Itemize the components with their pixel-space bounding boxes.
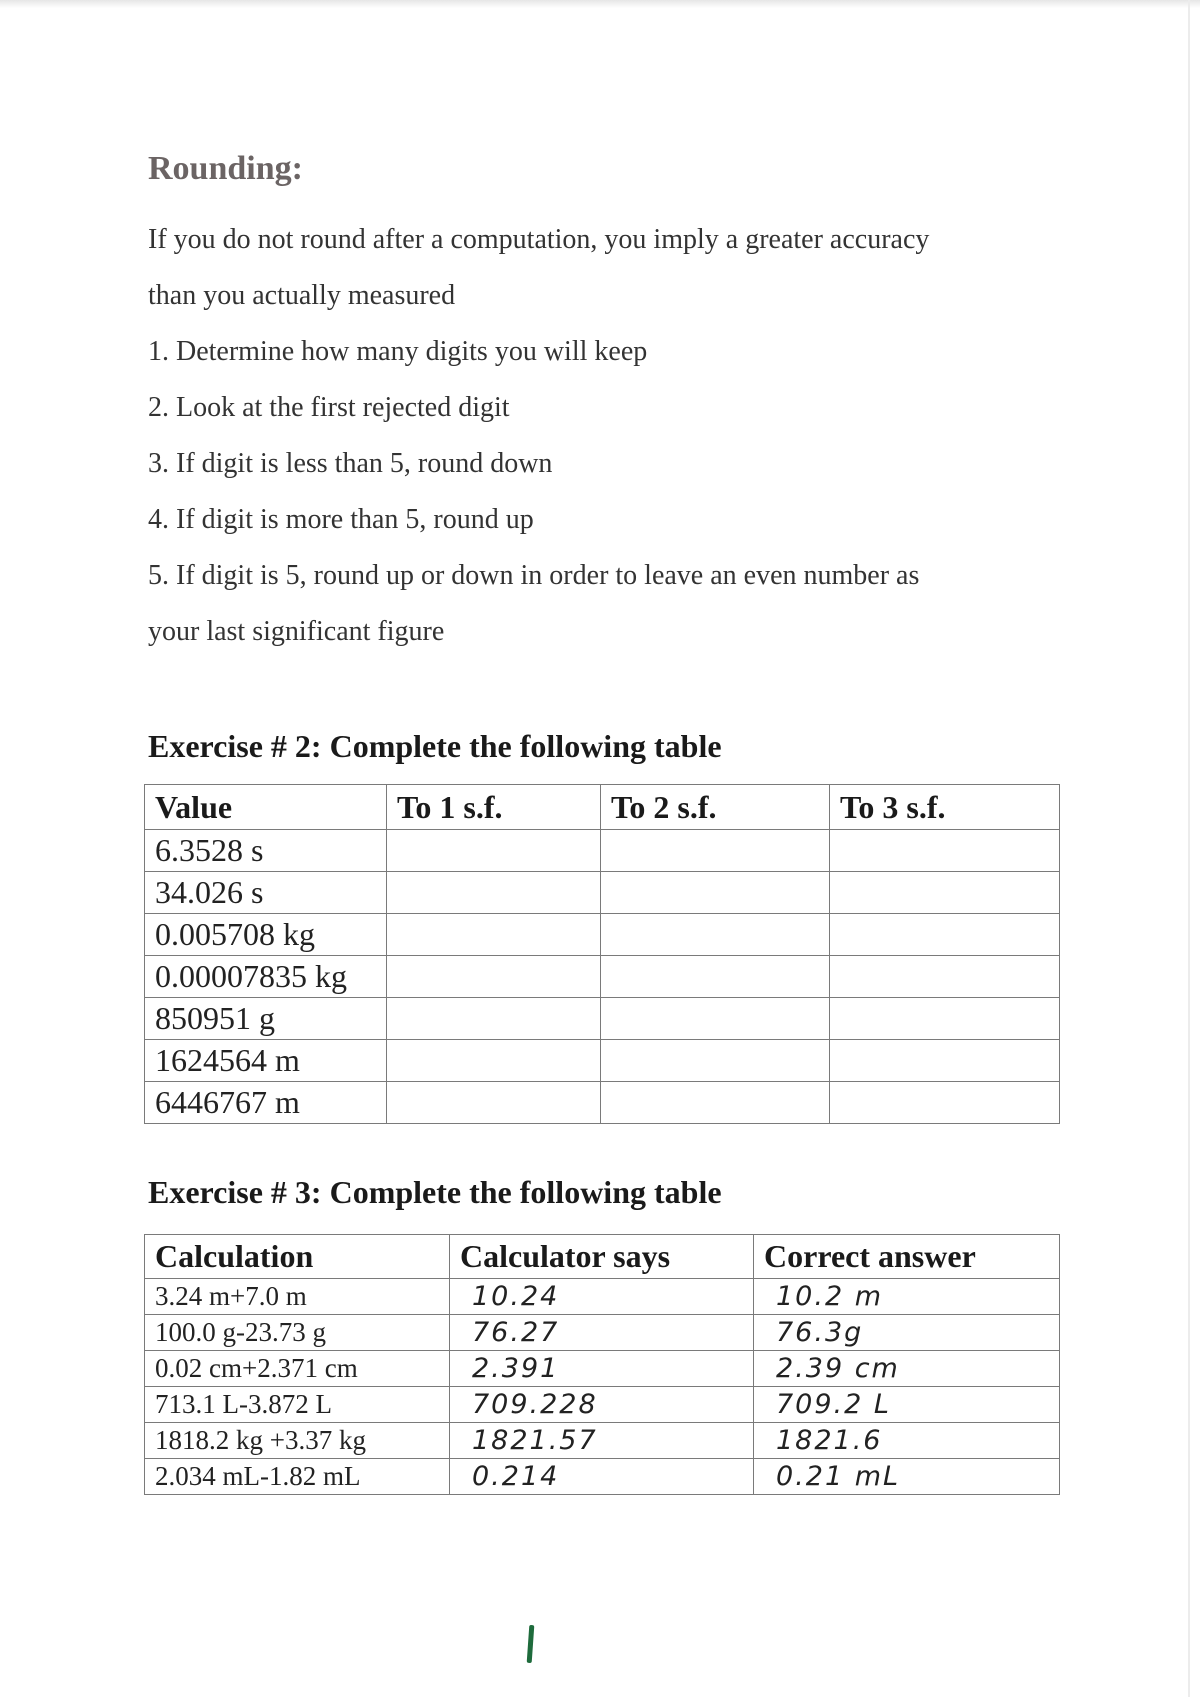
step-item (148, 436, 1068, 492)
table-row (145, 1040, 1060, 1082)
sf3-cell[interactable] (830, 1040, 1060, 1082)
step-item (148, 492, 1068, 548)
sf3-cell[interactable] (830, 956, 1060, 998)
step-item (148, 324, 1068, 380)
sf1-cell[interactable] (387, 830, 601, 872)
table-row (145, 1387, 1060, 1423)
intro-line-2: than you actually measured (148, 280, 456, 311)
step-number: 3 . (148, 448, 176, 479)
step-item (148, 548, 1068, 604)
step-number: 5 . (148, 560, 176, 591)
sf2-cell[interactable] (601, 830, 830, 872)
calculation-cell: 3.24 m+7.0 m (145, 1279, 450, 1315)
correct-answer-handwritten[interactable]: 10.2 m (754, 1279, 1060, 1315)
table-row (145, 1279, 1060, 1315)
sf1-cell[interactable] (387, 998, 601, 1040)
calculator-answer-handwritten[interactable]: 2.391 (450, 1351, 754, 1387)
step-continuation: your last significant figure (148, 616, 445, 647)
step-text: If digit is less than 5, round down (176, 448, 553, 479)
step-text: Determine how many digits you will keep (176, 336, 648, 367)
calculator-answer-handwritten[interactable]: 76.27 (450, 1315, 754, 1351)
header-calculation: Calculation (145, 1235, 450, 1279)
calculation-cell: 2.034 mL-1.82 mL (145, 1459, 450, 1495)
table-row (145, 1423, 1060, 1459)
exercise-3-title: Exercise # 3: Complete the following table (148, 1174, 722, 1210)
step-text: If digit is 5, round up or down in order to leave an even number as (176, 560, 920, 591)
table-row (145, 914, 1060, 956)
exercise-3-table (144, 1234, 1060, 1495)
green-pen-mark (527, 1625, 535, 1663)
correct-answer-handwritten[interactable]: 76.3g (754, 1315, 1060, 1351)
calculator-answer-handwritten[interactable]: 10.24 (450, 1279, 754, 1315)
value-cell: 34.026 s (145, 872, 387, 914)
correct-answer-handwritten[interactable]: 709.2 L (754, 1387, 1060, 1423)
calculation-cell: 0.02 cm+2.371 cm (145, 1351, 450, 1387)
value-cell: 850951 g (145, 998, 387, 1040)
header-2-sf: To 2 s.f. (601, 785, 830, 830)
step-number: 1 . (148, 336, 176, 367)
table-row (145, 1351, 1060, 1387)
header-value: Value (145, 785, 387, 830)
value-cell: 1624564 m (145, 1040, 387, 1082)
page-right-edge (1188, 0, 1190, 1697)
calculation-cell: 1818.2 kg +3.37 kg (145, 1423, 450, 1459)
value-cell: 0.005708 kg (145, 914, 387, 956)
correct-answer-handwritten[interactable]: 1821.6 (754, 1423, 1060, 1459)
sf2-cell[interactable] (601, 872, 830, 914)
sf3-cell[interactable] (830, 998, 1060, 1040)
sf2-cell[interactable] (601, 914, 830, 956)
value-cell: 0.00007835 kg (145, 956, 387, 998)
step-number: 2 . (148, 392, 176, 423)
header-calculator-says: Calculator says (450, 1235, 754, 1279)
table-row (145, 830, 1060, 872)
step-text: If digit is more than 5, round up (176, 504, 534, 535)
sf1-cell[interactable] (387, 1040, 601, 1082)
header-3-sf: To 3 s.f. (830, 785, 1060, 830)
rounding-intro (148, 212, 1068, 324)
sf2-cell[interactable] (601, 1040, 830, 1082)
step-number: 4 . (148, 504, 176, 535)
sf2-cell[interactable] (601, 956, 830, 998)
table-row (145, 1315, 1060, 1351)
table-row (145, 1459, 1060, 1495)
value-cell: 6.3528 s (145, 830, 387, 872)
step-item (148, 380, 1068, 436)
sf1-cell[interactable] (387, 872, 601, 914)
table-header-row (145, 785, 1060, 830)
correct-answer-handwritten[interactable]: 0.21 mL (754, 1459, 1060, 1495)
table-row (145, 956, 1060, 998)
exercise-2-table (144, 784, 1060, 1124)
table-header-row (145, 1235, 1060, 1279)
calculator-answer-handwritten[interactable]: 1821.57 (450, 1423, 754, 1459)
table-row (145, 872, 1060, 914)
rounding-steps (148, 324, 1068, 660)
table-row (145, 1082, 1060, 1124)
intro-line-1: If you do not round after a computation, you imply a greater accuracy (148, 224, 930, 255)
sf3-cell[interactable] (830, 872, 1060, 914)
rounding-heading: Rounding: (148, 150, 303, 187)
calculator-answer-handwritten[interactable]: 709.228 (450, 1387, 754, 1423)
header-correct-answer: Correct answer (754, 1235, 1060, 1279)
value-cell: 6446767 m (145, 1082, 387, 1124)
calculation-cell: 713.1 L-3.872 L (145, 1387, 450, 1423)
exercise-2-title: Exercise # 2: Complete the following table (148, 728, 722, 764)
sf1-cell[interactable] (387, 956, 601, 998)
sf1-cell[interactable] (387, 1082, 601, 1124)
sf3-cell[interactable] (830, 1082, 1060, 1124)
step-text: Look at the first rejected digit (176, 392, 510, 423)
header-1-sf: To 1 s.f. (387, 785, 601, 830)
page-top-edge (0, 0, 1200, 8)
sf3-cell[interactable] (830, 914, 1060, 956)
calculator-answer-handwritten[interactable]: 0.214 (450, 1459, 754, 1495)
correct-answer-handwritten[interactable]: 2.39 cm (754, 1351, 1060, 1387)
table-row (145, 998, 1060, 1040)
calculation-cell: 100.0 g-23.73 g (145, 1315, 450, 1351)
sf2-cell[interactable] (601, 998, 830, 1040)
sf1-cell[interactable] (387, 914, 601, 956)
sf3-cell[interactable] (830, 830, 1060, 872)
sf2-cell[interactable] (601, 1082, 830, 1124)
